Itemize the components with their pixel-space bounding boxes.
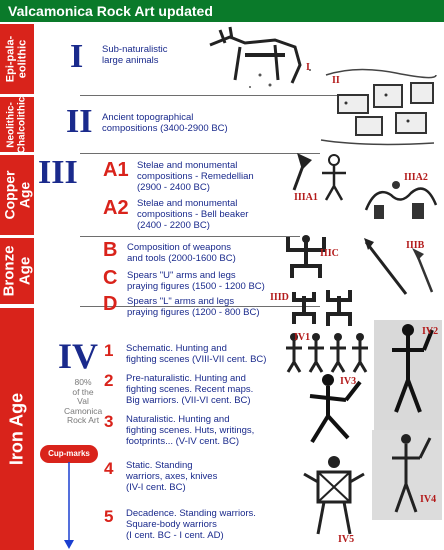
page-title: Valcamonica Rock Art updated xyxy=(0,0,444,22)
subphase-A1-description xyxy=(137,160,254,193)
iron-phase-4-line2: warriors, axes, knives xyxy=(126,471,218,482)
iron-phase-1-line2: fighting scenes (VIII-VII cent. BC) xyxy=(126,354,267,365)
figure-label-IV4: IV4 xyxy=(420,494,437,505)
subphase-A2-description xyxy=(137,198,248,231)
subphase-B-description xyxy=(127,242,236,264)
phase-IV-note xyxy=(64,378,102,426)
iron-phase-2-line1: Pre-naturalistic. Hunting and xyxy=(126,373,246,384)
period-epi-line2: eolithic xyxy=(16,39,28,79)
figure-label-IIIA1: IIIA1 xyxy=(294,192,318,203)
subphase-code-A2: A2 xyxy=(103,197,129,219)
subphase-A1-line1: Stelae and monumental xyxy=(137,160,238,171)
subphase-D-line1: Spears "L" arms and legs xyxy=(127,296,235,307)
iron-phase-3-line3: footprints... (V-IV cent. BC) xyxy=(126,436,239,447)
figure-label-IIID: IIID xyxy=(270,292,289,303)
phase-IV-note-line3: Val xyxy=(77,396,89,406)
period-epipalaeolithic xyxy=(0,24,34,94)
iron-phase-num-4: 4 xyxy=(104,459,114,478)
iron-phase-5-description xyxy=(126,508,256,541)
period-iron-line1: Iron Age xyxy=(6,392,27,466)
figure-label-IV3: IV3 xyxy=(340,376,357,387)
phase-I-line2: large animals xyxy=(102,55,159,66)
period-iron-age xyxy=(0,308,34,550)
phase-IV-note-line1: 80% xyxy=(74,377,92,387)
period-copper-age xyxy=(0,155,34,235)
subphase-code-A1: A1 xyxy=(103,159,129,181)
period-copper-line2: Age xyxy=(16,181,32,209)
period-bronze-age xyxy=(0,238,34,304)
subphase-code-B: B xyxy=(103,239,118,261)
phase-II-line1: Ancient topographical xyxy=(102,112,194,123)
subphase-C-line2: praying figures (1500 - 1200 BC) xyxy=(127,281,265,292)
phase-I-description xyxy=(102,44,167,66)
iron-phase-num-5: 5 xyxy=(104,507,114,526)
subphase-B-line1: Composition of weapons xyxy=(127,242,232,253)
phase-numeral-III: III xyxy=(38,154,78,191)
period-neo-line1: Neolithic- xyxy=(5,101,17,148)
iron-phase-2-description xyxy=(126,373,253,406)
subphase-A1-line3: (2900 - 2400 BC) xyxy=(137,182,210,193)
iron-phase-3-line2: fighting scenes. Huts, writings, xyxy=(126,425,255,436)
figure-label-IV2: IV2 xyxy=(422,326,439,337)
iron-phase-4-line1: Static. Standing xyxy=(126,460,193,471)
subphase-C-description xyxy=(127,270,265,292)
figure-label-II: II xyxy=(332,75,340,86)
iron-phase-num-2: 2 xyxy=(104,371,114,390)
subphase-C-line1: Spears "U" arms and legs xyxy=(127,270,236,281)
iron-phase-2-line3: Big warriors. (VII-VI cent. BC) xyxy=(126,395,251,406)
subphase-A2-line1: Stelae and monumental xyxy=(137,198,238,209)
rock-art-map-illustration xyxy=(316,55,440,150)
figure-label-IV5: IV5 xyxy=(338,534,355,545)
iron-phase-3-description xyxy=(126,414,254,447)
subphase-code-C: C xyxy=(103,267,118,289)
subphase-A1-line2: compositions - Remedellian xyxy=(137,171,254,182)
iron-phase-4-description xyxy=(126,460,217,493)
iron-phase-1-line1: Schematic. Hunting and xyxy=(126,343,227,354)
rock-art-bell-beaker-illustration xyxy=(356,165,442,225)
phase-II-description xyxy=(102,112,228,134)
period-bronze-line1: Bronze xyxy=(0,245,18,297)
phase-IV-note-line5: Rock Art xyxy=(66,415,100,425)
separator-1 xyxy=(80,95,340,96)
phase-II-line2: compositions (3400-2900 BC) xyxy=(102,123,228,134)
cupmarks-arrow xyxy=(62,462,76,550)
phase-numeral-II: II xyxy=(66,103,93,140)
cupmarks-badge: Cup-marks xyxy=(40,445,98,463)
iron-phase-5-line1: Decadence. Standing warriors. xyxy=(126,508,256,519)
figure-label-IIIC: IIIC xyxy=(320,248,339,259)
subphase-A2-line2: compositions - Bell beaker xyxy=(137,209,249,220)
period-copper-line1: Copper xyxy=(1,170,18,220)
rock-art-animal-illustration xyxy=(200,25,320,95)
subphase-D-line2: praying figures (1200 - 800 BC) xyxy=(127,307,260,318)
iron-phase-1-description xyxy=(126,343,266,365)
rock-art-standing-warrior-illustration xyxy=(372,430,442,520)
phase-IV-note-line2: of the xyxy=(72,386,94,397)
iron-phase-2-line2: fighting scenes. Recent maps. xyxy=(126,384,254,395)
subphase-code-D: D xyxy=(103,293,118,315)
period-epi-line1: Epi-pala- xyxy=(4,35,17,83)
iron-phase-5-line3: (I cent. BC - I cent. AD) xyxy=(126,530,224,541)
subphase-D-description xyxy=(127,296,260,318)
figure-label-I: I xyxy=(306,62,310,73)
iron-phase-num-3: 3 xyxy=(104,412,114,431)
rock-art-praying-figure-l-illustration xyxy=(284,284,360,332)
figure-label-IIIA2: IIIA2 xyxy=(404,172,428,183)
phase-IV-note-line4: Camonica xyxy=(64,405,103,416)
period-neolithic-chalcolithic xyxy=(0,97,34,152)
phase-numeral-I: I xyxy=(70,38,84,75)
phase-I-line1: Sub-naturalistic xyxy=(102,44,168,55)
figure-label-IV1: IV1 xyxy=(294,332,311,343)
iron-phase-4-line3: (IV-I cent. BC) xyxy=(126,482,186,493)
figure-label-IIIB: IIIB xyxy=(406,240,425,251)
rock-art-square-body-warrior-illustration xyxy=(298,452,372,544)
period-neo-line2: Chalcolithic xyxy=(16,96,27,153)
period-bronze-line2: Age xyxy=(16,256,33,286)
iron-phase-5-line2: Square-body warriors xyxy=(126,519,217,530)
iron-phase-num-1: 1 xyxy=(104,341,114,360)
iron-phase-3-line1: Naturalistic. Hunting and xyxy=(126,414,230,425)
phase-numeral-IV: IV xyxy=(58,336,99,376)
subphase-B-line2: and tools (2000-1600 BC) xyxy=(127,253,236,264)
subphase-A2-line3: (2400 - 2200 BC) xyxy=(137,220,210,231)
separator-3 xyxy=(80,236,300,237)
rock-art-weapons-illustration xyxy=(356,232,442,302)
